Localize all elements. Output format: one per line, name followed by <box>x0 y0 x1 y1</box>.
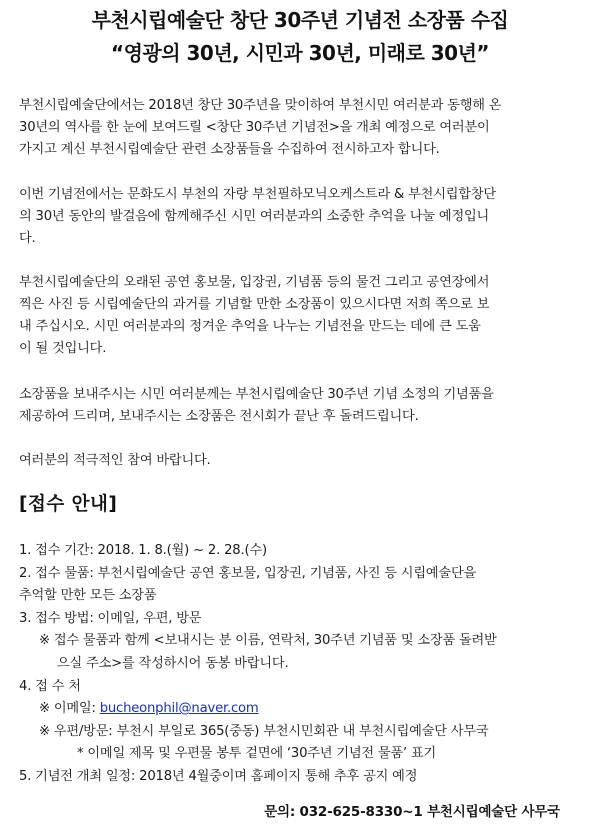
paragraph-line: 내 주십시오. 시민 여러분과의 정겨운 추억을 나누는 기념전을 만드는 데에 큰 도움 <box>19 319 481 334</box>
list-item-items-cont: 추억할 만한 모든 소장품 <box>19 588 157 604</box>
list-item-items: 2. 접수 물품: 부천시립예술단 공연 홍보물, 입장권, 기념품, 사진 등 시립예술단을 <box>19 565 477 581</box>
section-title: [접수 안내] <box>19 494 118 515</box>
paragraph-line: 부천시립예술단에서는 2018년 창단 30주년을 맞이하여 부천시민 여러분과 동행해 온 <box>19 98 502 113</box>
gift-paragraph <box>19 384 581 428</box>
contact-info: 문의: 032-625-8330~1 부천시립예술단 사무국 <box>264 804 560 820</box>
paragraph-line: 소장품을 보내주시는 시민 여러분께는 부천시립예술단 30주년 기념 소정의 기념품을 <box>19 387 494 402</box>
paragraph-line: 30년의 역사를 한 눈에 보여드릴 <창단 30주년 기념전>을 개최 예정으로 여러분이 <box>19 120 490 135</box>
method-note-cont: 으실 주소>를 작성하시어 동봉 바랍니다. <box>57 655 289 671</box>
exhibition-paragraph <box>19 184 581 250</box>
paragraph-line: 다. <box>19 231 36 246</box>
paragraph-line: 이 될 것입니다. <box>19 341 107 356</box>
paragraph-line: 여러분의 적극적인 참여 바랍니다. <box>19 453 211 468</box>
list-item-method: 3. 접수 방법: 이메일, 우편, 방문 <box>19 610 202 626</box>
page-subtitle: “영광의 30년, 시민과 30년, 미래로 30년” <box>110 41 490 65</box>
paragraph-line: 가지고 계신 부천시립예술단 관련 소장품들을 수집하여 전시하고자 합니다. <box>19 142 440 157</box>
post-visit-row: ※ 우편/방문: 부천시 부일로 365(중동) 부천시민회관 내 부천시립예술단 사무국 <box>39 723 489 739</box>
list-item-period: 1. 접수 기간: 2018. 1. 8.(월) ~ 2. 28.(수) <box>19 543 267 558</box>
email-label: ※ 이메일: <box>39 701 100 717</box>
closing-paragraph <box>19 450 581 472</box>
paragraph-line: 의 30년 동안의 발걸음에 함께해주신 시민 여러분과의 소중한 추억을 나눌 예정입니 <box>19 209 490 224</box>
label-note: * 이메일 제목 및 우편물 봉투 겉면에 ‘30주년 기념전 물품’ 표기 <box>77 746 437 762</box>
list-item-schedule: 5. 기념전 개최 일정: 2018년 4월중이며 홈페이지 통해 추후 공지 예정 <box>19 768 418 784</box>
reception-list <box>19 540 581 789</box>
paragraph-line: 부천시립예술단의 오래된 공연 홍보물, 입장권, 기념품 등의 물건 그리고 공연장에서 <box>19 275 490 290</box>
email-link[interactable]: bucheonphil@naver.com <box>99 701 259 717</box>
intro-paragraph <box>19 95 581 161</box>
method-note: ※ 접수 물품과 함께 <보내시는 분 이름, 연락처, 30주년 기념품 및 소장품 돌려받 <box>39 633 497 649</box>
paragraph-line: 제공하여 드리며, 보내주시는 소장품은 전시회가 끝난 후 돌려드립니다. <box>19 409 419 424</box>
paragraph-line: 이번 기념전에서는 문화도시 부천의 자랑 부천필하모닉오케스트라 & 부천시립합창단 <box>19 187 496 202</box>
page-title: 부천시립예술단 창단 30주년 기념전 소장품 수집 <box>91 8 509 32</box>
request-paragraph <box>19 272 581 360</box>
list-item-destination: 4. 접 수 처 <box>19 678 81 694</box>
paragraph-line: 찍은 사진 등 시립예술단의 과거를 기념할 만한 소장품이 있으시다면 저희 쪽으로 보 <box>19 297 490 312</box>
email-row <box>19 698 581 721</box>
